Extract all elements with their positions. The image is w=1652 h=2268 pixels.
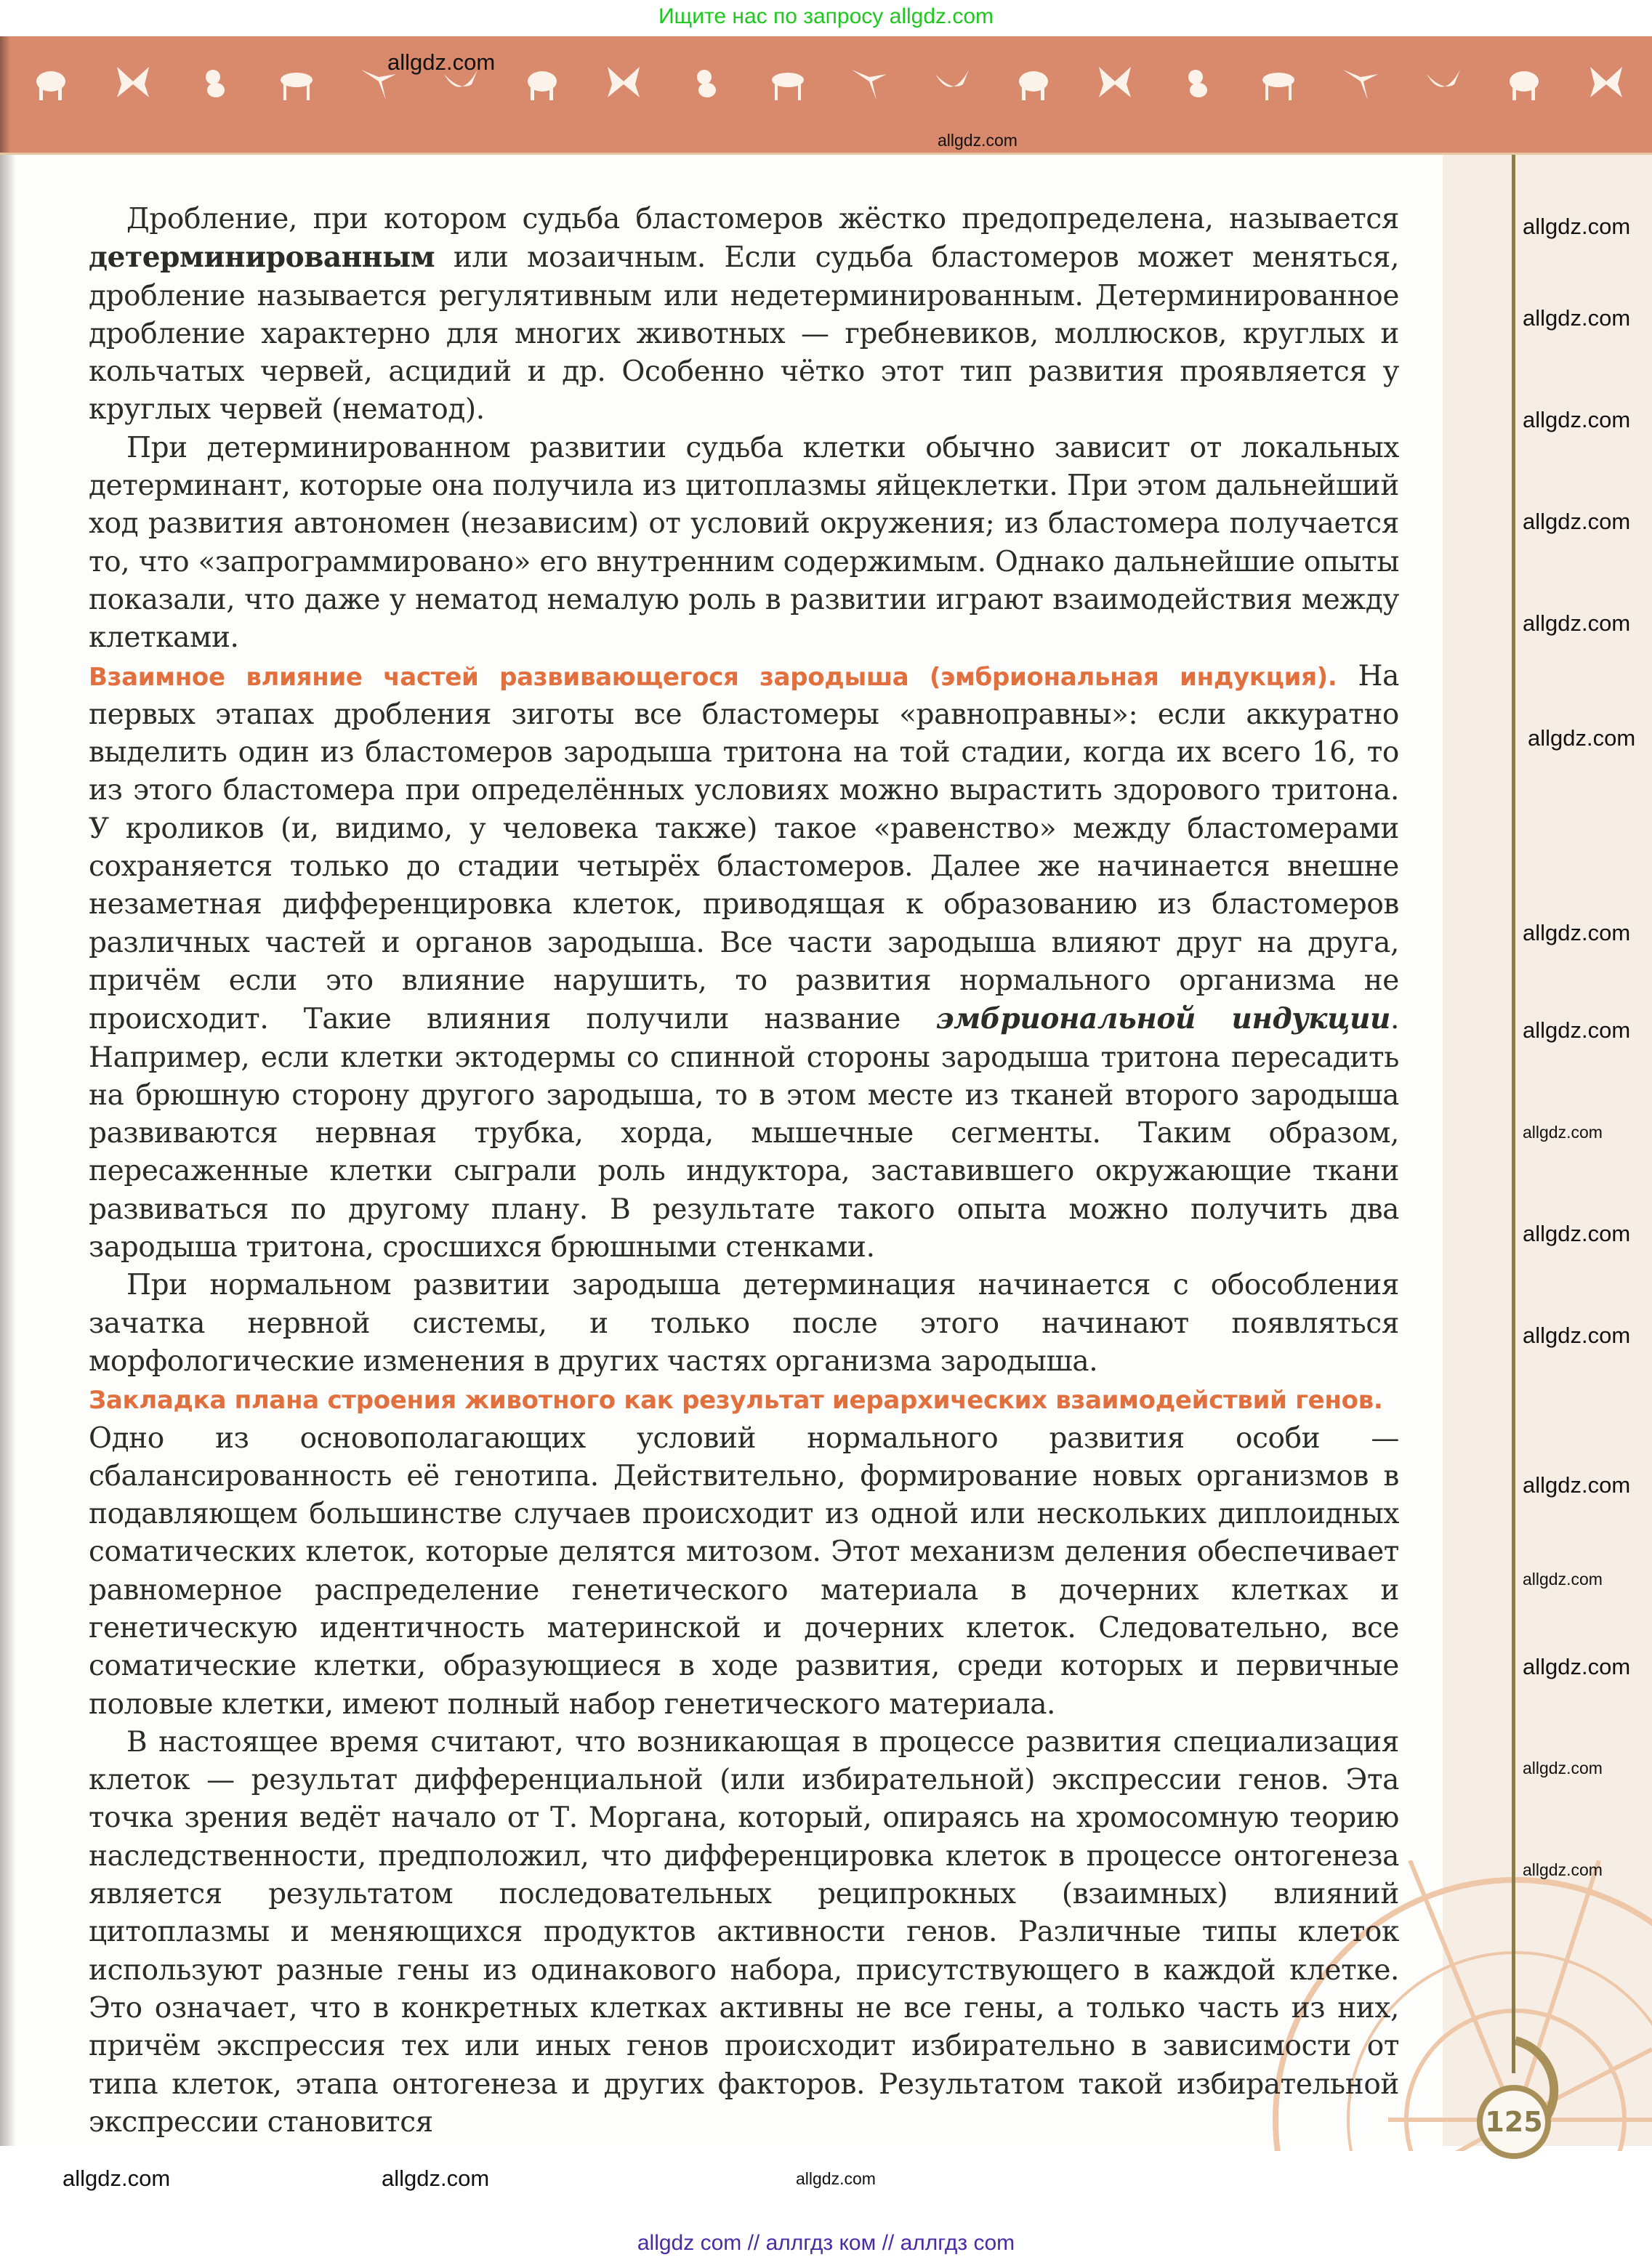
scorpion-icon: [1175, 60, 1219, 103]
deer-icon: [1502, 60, 1546, 103]
watermark: allgdz.com: [1523, 920, 1631, 945]
watermark: allgdz.com: [1523, 214, 1631, 239]
page-margin-column: [1443, 155, 1652, 2146]
text-run: . Например, если клетки эктодермы со спинной стороны зародыша тритона пересадить на брюшную сторону другого зародыша, то в этом месте из тканей второго зародыша развиваются нервная трубка, хорда, мышечные сегменты. Таким образом, пересаженные клетки сыграли роль индуктора, заставившего окружающие ткани развиваться по другому плану. В результате такого опыта можно получить два зародыша тритона, сросшихся брюшными стенками.: [89, 1003, 1399, 1264]
section-heading: Взаимное влияние частей развивающегося зародыша (эмбриональная индукция).: [89, 662, 1337, 692]
watermark: allgdz.com: [63, 2166, 171, 2191]
watermark: allgdz.com: [796, 2169, 876, 2188]
watermark: allgdz.com: [1523, 1472, 1631, 1498]
body-text: [89, 201, 1399, 2142]
watermark: allgdz.com: [938, 131, 1018, 150]
watermark: allgdz.com: [1523, 1654, 1631, 1679]
watermark: allgdz.com: [1523, 1017, 1631, 1043]
paragraph: Одно из основополагающих условий нормального развития особи — сбалансированность её генотипа. Действительно, формирование новых организмов в подавляющем большинстве случаев происходит из одной или нескольких диплоидных соматических клеток, которые делятся митозом. Этот механизм деления обеспечивает равномерное распределение генетического материала в дочерних клетках и генетическую идентичность материнской и дочерних клеток. Следовательно, все соматические клетки, образующиеся в ходе развития, среди которых и первичные половые клетки, имеют полный набор генетического материала.: [89, 1421, 1399, 1721]
horse-icon: [275, 60, 318, 103]
elephant-icon: [1093, 60, 1137, 103]
scorpion-icon: [193, 60, 236, 103]
section-heading-block: [89, 1381, 1399, 1419]
paragraph: При детерминированном развитии судьба клетки обычно зависит от локальных детерминант, которые она получила из цитоплазмы яйцеклетки. При этом дальнейший ход развития автономен (независим) от условий окружения; из бластомера получается то, что «запрограммировано» его внутренним содержимым. Однако дальнейшие опыты показали, что даже у нематод немалую роль в развитии играют взаимодействия между клетками.: [89, 431, 1399, 655]
bison-icon: [766, 60, 810, 103]
watermark: allgdz.com: [1523, 610, 1631, 636]
book-spine-shadow: [0, 36, 10, 153]
text-run: или мозаичным. Если судьба бластомеров может меняться, дробление называется регулятивным или недетерминированным. Детерминированное дробление характерно для многих животных — гребневиков, моллюсков, круглых и кольчатых червей, асцидий и др. Особенно чётко этот тип развития проявляется у круглых червей (нематод).: [89, 241, 1399, 427]
heron-icon: [602, 60, 645, 103]
search-banner-text: Ищите нас по запросу allgdz.com: [658, 4, 994, 28]
watermark: allgdz.com: [1523, 305, 1631, 331]
deer-icon: [520, 60, 564, 103]
watermark: allgdz.com: [1523, 1759, 1603, 1777]
horse-icon: [1257, 60, 1300, 103]
heron-icon: [1584, 60, 1628, 103]
section-heading: Закладка плана строения животного как результат иерархических взаимодействий генов.: [89, 1386, 1383, 1416]
whale-icon: [1421, 60, 1464, 103]
watermark: allgdz.com: [1528, 725, 1636, 751]
watermark: allgdz.com: [1523, 1323, 1631, 1348]
paragraph: [89, 201, 1399, 429]
paragraph: При нормальном развитии зародыша детерминация начинается с обособления зачатка нервной системы, и только после этого начинают появляться морфологические изменения в других частях организма зародыша.: [89, 1269, 1399, 1378]
butterfly-icon: [1012, 60, 1055, 103]
text-run: Дробление, при котором судьба бластомеров жёстко предопределена, называется: [126, 203, 1399, 235]
search-banner: [0, 0, 1652, 36]
elephant-icon: [29, 60, 73, 103]
paragraph: В настоящее время считают, что возникающая в процессе развития специализация клеток — результат дифференциальной (или избирательной) экспрессии генов. Эта точка зрения ведёт начало от Т. Моргана, который, опираясь на хромосомную теорию наследственности, предположил, что дифференцировка клеток в процессе онтогенеза является результатом последовательных реципрокных (взаимных) влияний цитоплазмы и меняющихся продуктов активности генов. Различные типы клеток используют разные гены из одинакового набора, присутствующего в каждой клетке. Это означает, что в конкретных клетках активны не все гены, а только часть из них, причём экспрессия тех или иных генов происходит избирательно в зависимости от типа клеток, этапа онтогенеза и других факторов. Результатом такой избирательной экспрессии становится: [89, 1725, 1399, 2139]
watermark: allgdz.com: [1523, 509, 1631, 534]
watermark: allgdz.com: [1523, 1860, 1603, 1879]
lizard-icon: [930, 60, 973, 103]
bird-icon: [1339, 60, 1382, 103]
watermark: allgdz.com: [1523, 407, 1631, 432]
term-bold: детерминированным: [89, 241, 435, 275]
margin-rule: [1512, 155, 1515, 2073]
watermark: allgdz.com: [1523, 1123, 1603, 1142]
insect-icon: [684, 60, 728, 103]
term-italic: эмбриональной индукции: [935, 1002, 1390, 1036]
page-number: 125: [1485, 2106, 1543, 2138]
text-run: На первых этапах дробления зиготы все бластомеры «равноправны»: если аккуратно выделить один из бластомеров зародыша тритона на той стадии, когда их всего 16, то из этого бластомера при определённых условиях можно вырастить здорового тритона. У кроликов (и, видимо, у человека также) такое «равенство» между бластомерами сохраняется только до стадии четырёх бластомеров. Далее же начинается внешне незаметная дифференцировка клеток, приводящая к образованию из бластомеров различных частей и органов зародыша. Все части зародыша влияют друг на друга, причём если это влияние нарушить, то развития нормального организма не происходит. Такие влияния получили название: [89, 659, 1399, 1036]
watermark: allgdz.com: [1523, 1570, 1603, 1589]
watermark: allgdz.com: [387, 49, 496, 75]
watermark: allgdz.com: [1523, 1221, 1631, 1246]
kangaroo-icon: [847, 60, 891, 103]
butterfly-icon: [111, 60, 155, 103]
page-gutter-shadow: [0, 155, 16, 2146]
footer-links: allgdz com // аллгдз ком // аллгдз com: [637, 2231, 1015, 2255]
watermark: allgdz.com: [382, 2166, 490, 2191]
paragraph: [89, 658, 1399, 1267]
animal-silhouettes-row: [29, 60, 1628, 103]
